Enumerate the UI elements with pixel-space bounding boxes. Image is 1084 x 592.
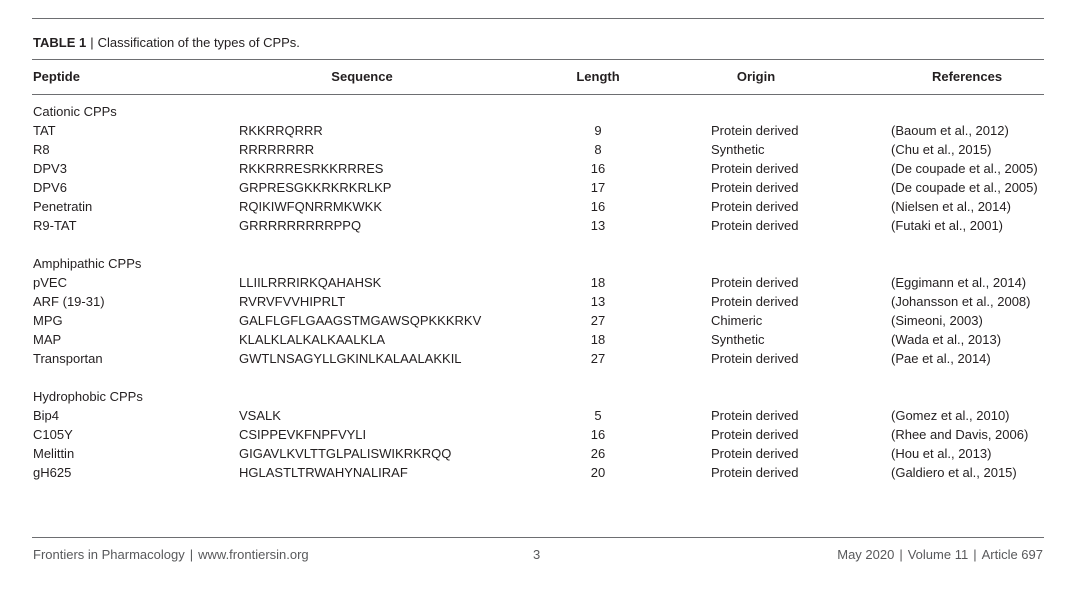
cell-sequence: GRRRRRRRRRPPQ xyxy=(239,218,362,233)
top-rule xyxy=(32,18,1044,19)
cell-reference[interactable]: (Galdiero et al., 2015) xyxy=(891,465,1017,480)
cell-length: 16 xyxy=(590,161,606,176)
cell-reference[interactable]: (Futaki et al., 2001) xyxy=(891,218,1003,233)
cell-peptide: MAP xyxy=(33,332,62,347)
cell-length: 18 xyxy=(590,332,606,347)
cell-sequence: RKKRRQRRR xyxy=(239,123,323,138)
cell-length: 13 xyxy=(590,294,606,309)
cell-sequence: RVRVFVVHIPRLT xyxy=(239,294,346,309)
cell-sequence: RRRRRRRR xyxy=(239,142,315,157)
cell-sequence: VSALK xyxy=(239,408,281,423)
group-title: Amphipathic CPPs xyxy=(33,256,142,271)
cell-reference[interactable]: (Eggimann et al., 2014) xyxy=(891,275,1027,290)
cell-length: 5 xyxy=(594,408,602,423)
group-title: Hydrophobic CPPs xyxy=(33,389,143,404)
footer-date: May 2020 xyxy=(837,547,895,562)
cell-reference[interactable]: (Hou et al., 2013) xyxy=(891,446,992,461)
cell-sequence: GRPRESGKKRKRKRLKP xyxy=(239,180,392,195)
cell-reference[interactable]: (Johansson et al., 2008) xyxy=(891,294,1031,309)
cell-peptide: Penetratin xyxy=(33,199,93,214)
header-references: References xyxy=(931,69,1003,84)
group-title: Cationic CPPs xyxy=(33,104,117,119)
cell-sequence: HGLASTLTRWAHYNALIRAF xyxy=(239,465,408,480)
cell-origin: Protein derived xyxy=(711,446,799,461)
footer-separator: | xyxy=(189,547,194,562)
cell-origin: Protein derived xyxy=(711,180,799,195)
table-caption xyxy=(33,35,300,50)
cell-length: 27 xyxy=(590,313,606,328)
cell-peptide: ARF (19-31) xyxy=(33,294,105,309)
cell-peptide: Melittin xyxy=(33,446,75,461)
cell-origin: Protein derived xyxy=(711,427,799,442)
cell-length: 18 xyxy=(590,275,606,290)
cell-length: 27 xyxy=(590,351,606,366)
cell-reference[interactable]: (Pae et al., 2014) xyxy=(891,351,991,366)
caption-text: Classification of the types of CPPs. xyxy=(97,35,300,50)
cell-length: 9 xyxy=(594,123,602,138)
cell-origin: Synthetic xyxy=(711,142,765,157)
cell-length: 20 xyxy=(590,465,606,480)
cell-peptide: DPV3 xyxy=(33,161,67,176)
header-bottom-rule xyxy=(32,94,1044,95)
cell-origin: Protein derived xyxy=(711,351,799,366)
cell-peptide: R9-TAT xyxy=(33,218,77,233)
cell-reference[interactable]: (Nielsen et al., 2014) xyxy=(891,199,1011,214)
cell-reference[interactable]: (De coupade et al., 2005) xyxy=(891,161,1038,176)
cell-peptide: Transportan xyxy=(33,351,103,366)
cell-peptide: C105Y xyxy=(33,427,73,442)
cell-origin: Synthetic xyxy=(711,332,765,347)
cell-sequence: CSIPPEVKFNPFVYLI xyxy=(239,427,367,442)
cell-peptide: R8 xyxy=(33,142,50,157)
cell-length: 16 xyxy=(590,427,606,442)
cell-origin: Chimeric xyxy=(711,313,763,328)
footer-page-number: 3 xyxy=(533,547,541,562)
header-length: Length xyxy=(576,69,620,84)
cell-origin: Protein derived xyxy=(711,123,799,138)
footer-separator: | xyxy=(899,547,903,562)
cell-reference[interactable]: (Wada et al., 2013) xyxy=(891,332,1002,347)
cell-length: 16 xyxy=(590,199,606,214)
table-label: TABLE 1 xyxy=(33,35,87,50)
cell-origin: Protein derived xyxy=(711,408,799,423)
cell-peptide: Bip4 xyxy=(33,408,60,423)
caption-separator: | xyxy=(90,35,94,50)
footer-journal: Frontiers in Pharmacology xyxy=(33,547,185,562)
cell-sequence: GALFLGFLGAAGSTMGAWSQPKKKRKV xyxy=(239,313,482,328)
cell-reference[interactable]: (De coupade et al., 2005) xyxy=(891,180,1038,195)
footer-right xyxy=(837,547,1043,562)
footer-website[interactable]: www.frontiersin.org xyxy=(198,547,309,562)
cell-length: 17 xyxy=(590,180,606,195)
cell-origin: Protein derived xyxy=(711,161,799,176)
header-origin: Origin xyxy=(736,69,776,84)
cell-origin: Protein derived xyxy=(711,294,799,309)
cell-reference[interactable]: (Simeoni, 2003) xyxy=(891,313,983,328)
cell-peptide: gH625 xyxy=(33,465,72,480)
footer-article: Article 697 xyxy=(981,547,1043,562)
cell-sequence: GIGAVLKVLTTGLPALISWIKRKRQQ xyxy=(239,446,452,461)
cell-sequence: KLALKLALKALKAALKLA xyxy=(239,332,385,347)
header-peptide: Peptide xyxy=(33,69,80,84)
cell-origin: Protein derived xyxy=(711,199,799,214)
cell-peptide: MPG xyxy=(33,313,63,328)
header-sequence: Sequence xyxy=(331,69,393,84)
cell-reference[interactable]: (Rhee and Davis, 2006) xyxy=(891,427,1029,442)
cell-peptide: DPV6 xyxy=(33,180,67,195)
cell-length: 13 xyxy=(590,218,606,233)
header-top-rule xyxy=(32,59,1044,60)
footer-rule xyxy=(32,537,1044,538)
cell-sequence: GWTLNSAGYLLGKINLKALAALAKKIL xyxy=(239,351,462,366)
cell-reference[interactable]: (Chu et al., 2015) xyxy=(891,142,992,157)
cell-reference[interactable]: (Baoum et al., 2012) xyxy=(891,123,1009,138)
cell-origin: Protein derived xyxy=(711,275,799,290)
footer-volume: Volume 11 xyxy=(907,547,969,562)
cell-peptide: pVEC xyxy=(33,275,67,290)
cell-peptide: TAT xyxy=(33,123,56,138)
cell-reference[interactable]: (Gomez et al., 2010) xyxy=(891,408,1010,423)
cell-origin: Protein derived xyxy=(711,465,799,480)
cell-length: 26 xyxy=(590,446,606,461)
cell-origin: Protein derived xyxy=(711,218,799,233)
cell-sequence: RQIKIWFQNRRMKWKK xyxy=(239,199,382,214)
footer-separator: | xyxy=(973,547,977,562)
cell-length: 8 xyxy=(594,142,602,157)
cell-sequence: LLIILRRRIRKQAHAHSK xyxy=(239,275,382,290)
cell-sequence: RKKRRRESRKKRRRES xyxy=(239,161,384,176)
footer-left xyxy=(33,547,309,562)
